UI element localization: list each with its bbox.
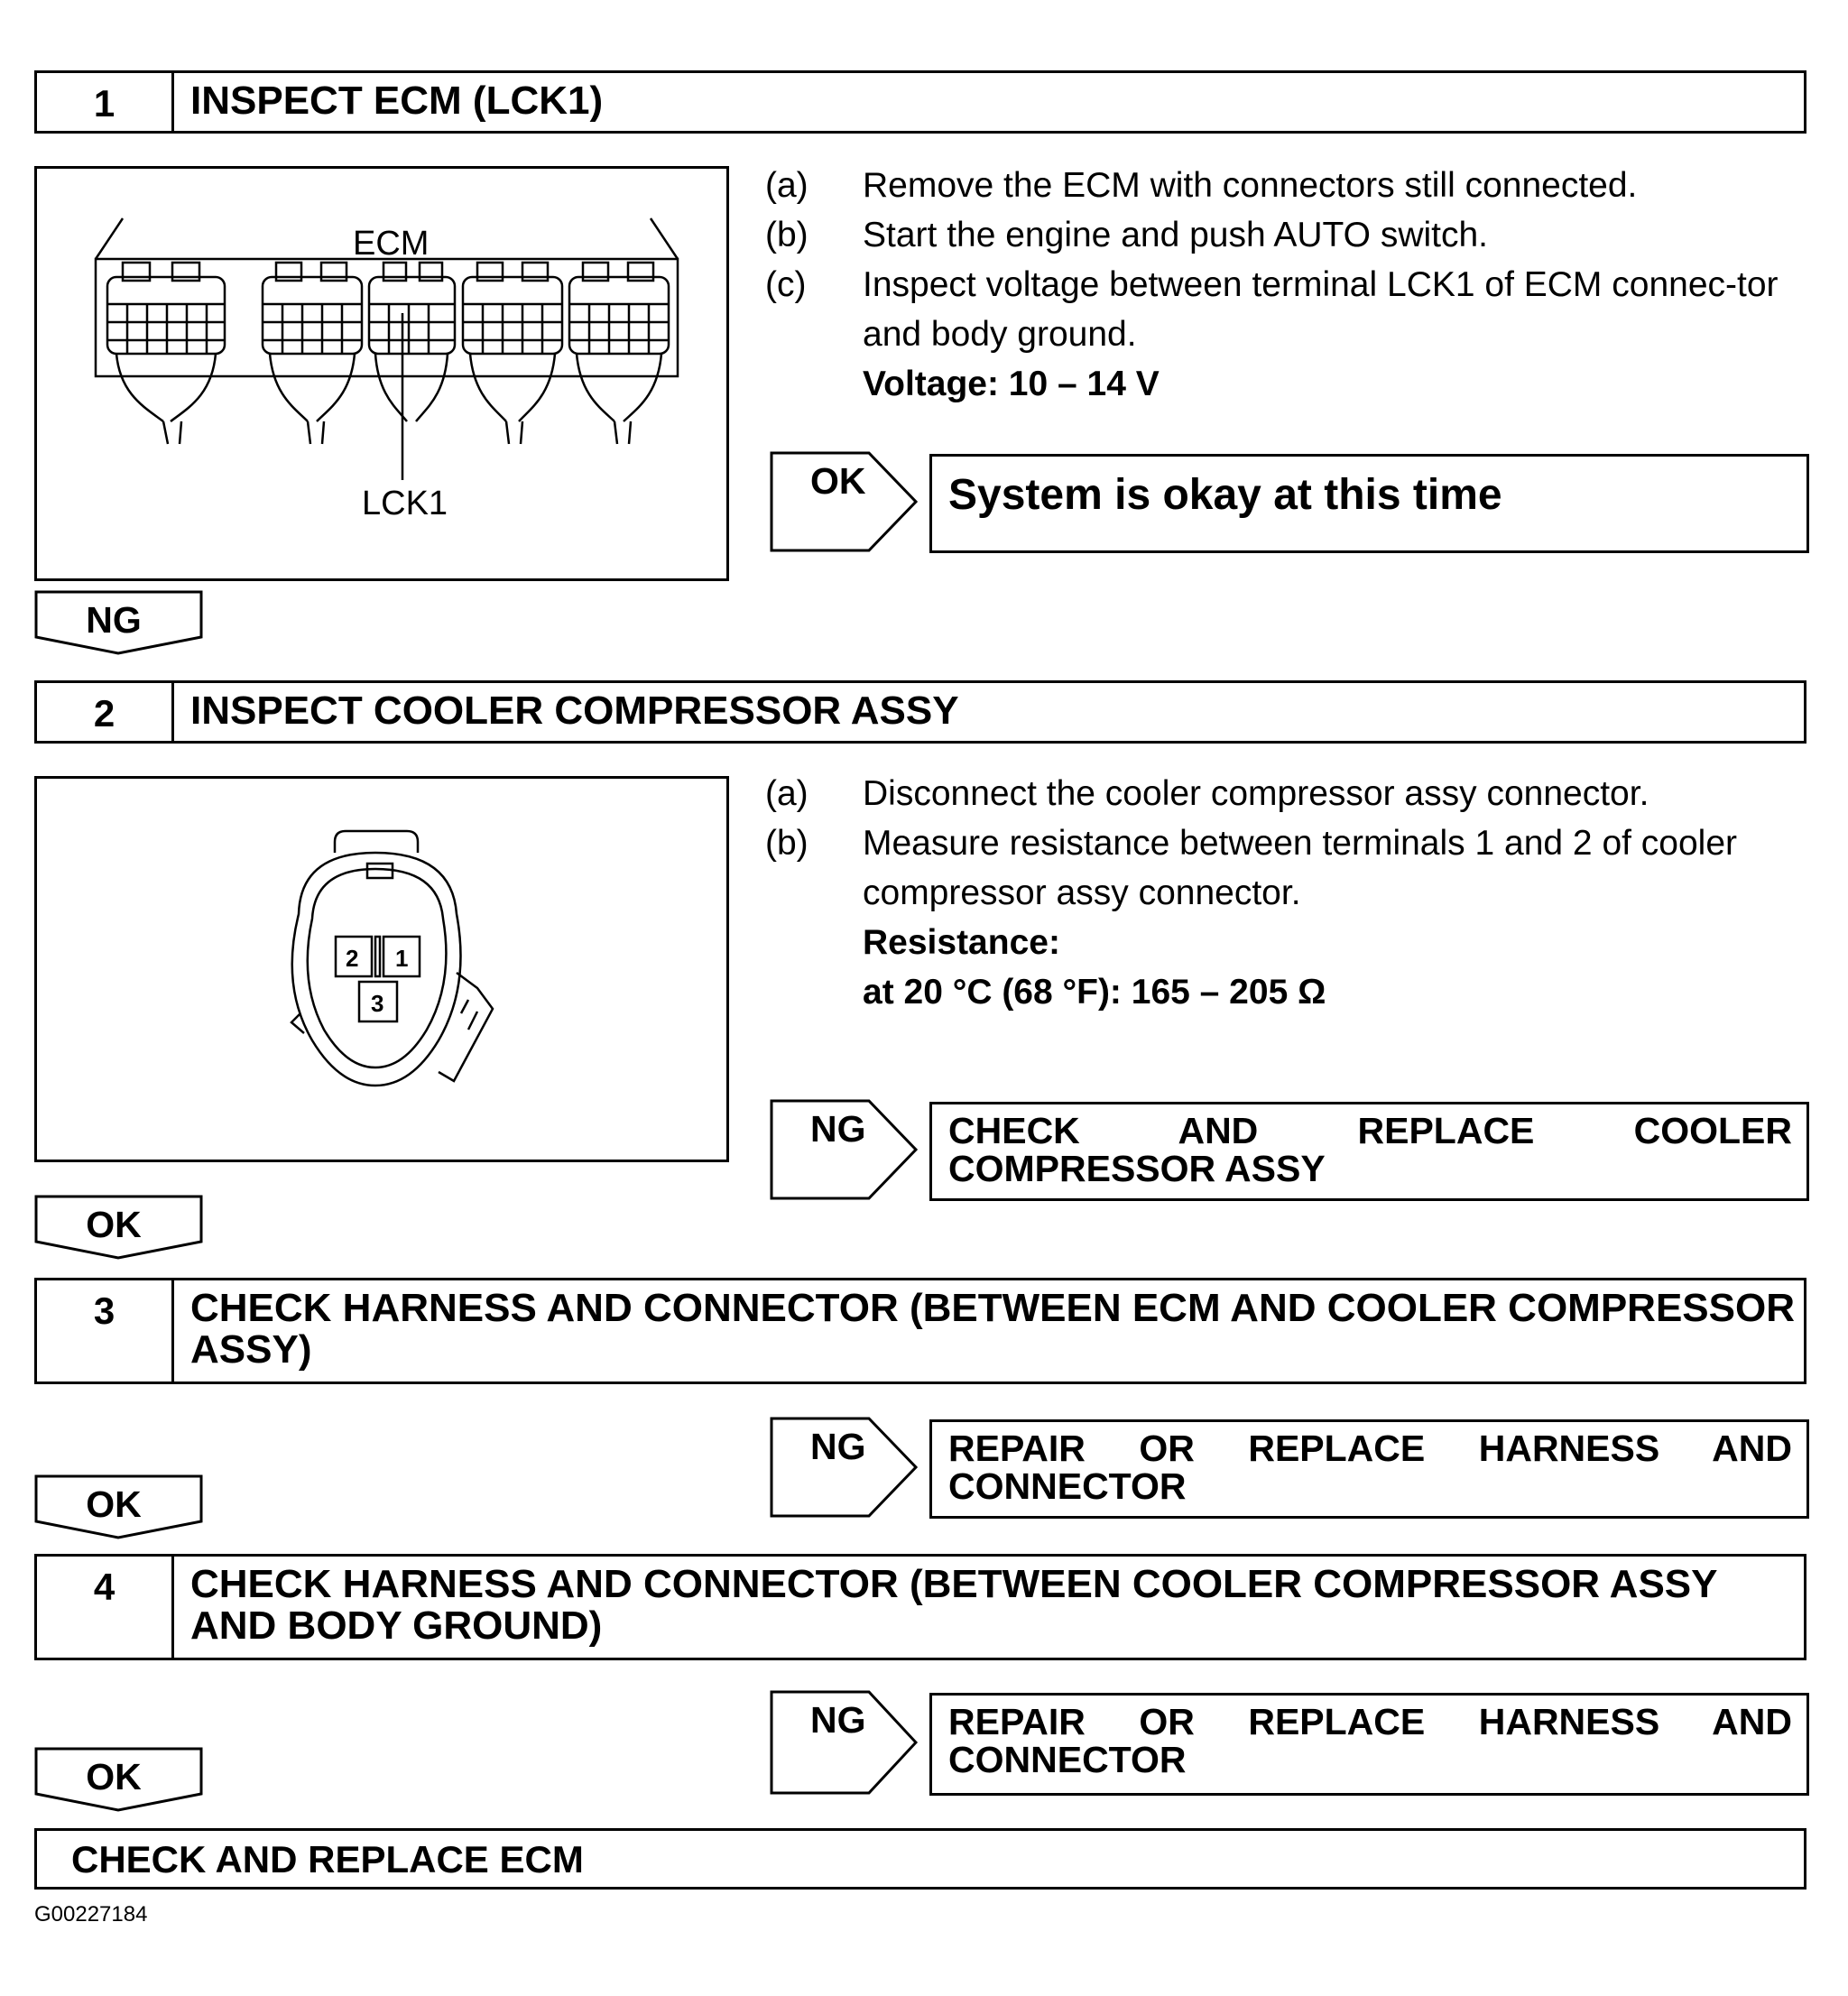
- step-4-title: CHECK HARNESS AND CONNECTOR (BETWEEN COOLER COMPRESSOR ASSY AND BODY GROUND): [190, 1562, 1717, 1648]
- compressor-connector-diagram: [37, 779, 726, 1160]
- step-4-ng-label: NG: [810, 1699, 866, 1741]
- step-3-ok-flow-label: OK: [86, 1483, 142, 1525]
- step-4-result-box: [929, 1693, 1809, 1796]
- instruction-label: (b): [765, 216, 808, 254]
- instruction-label: (c): [765, 265, 807, 304]
- step-1-title: INSPECT ECM (LCK1): [190, 79, 604, 123]
- voltage-spec: Voltage: 10 – 14 V: [863, 365, 1160, 403]
- instruction-label: (b): [765, 824, 808, 863]
- ecm-label: ECM: [353, 225, 430, 263]
- instruction-row: [765, 210, 1812, 260]
- figure-id: G00227184: [34, 1902, 148, 1927]
- step-4-number: 4: [37, 1557, 174, 1658]
- instruction-text: Inspect voltage between terminal LCK1 of ECM connec-tor and body ground.: [863, 265, 1779, 354]
- step-3-result-box: [929, 1419, 1809, 1519]
- step-1-ng-flow-label: NG: [86, 599, 142, 641]
- instruction-label: (a): [765, 166, 808, 205]
- step-2-ok-flow-label: OK: [86, 1204, 142, 1245]
- step-3-result-text: REPAIR OR REPLACE HARNESS AND CONNECTOR: [948, 1428, 1792, 1507]
- step-2-number: 2: [37, 683, 174, 741]
- step-3-header: [34, 1278, 1806, 1384]
- step-1-result-box: [929, 454, 1809, 553]
- instruction-text: Measure resistance between terminals 1 and 2 of cooler compressor assy connector.: [863, 824, 1738, 912]
- pin-1-label: 1: [395, 945, 409, 972]
- instruction-row: [765, 769, 1812, 818]
- step-1-ok-label: OK: [810, 460, 866, 502]
- step-2-instructions: [765, 769, 1812, 1017]
- step-2-ng-label: NG: [810, 1108, 866, 1150]
- final-action-box: [34, 1828, 1806, 1890]
- step-3-title: CHECK HARNESS AND CONNECTOR (BETWEEN ECM AND COOLER COMPRESSOR ASSY): [190, 1286, 1796, 1372]
- step-4-result-text: REPAIR OR REPLACE HARNESS AND CONNECTOR: [948, 1701, 1792, 1780]
- step-3-number: 3: [37, 1280, 174, 1381]
- resistance-spec-title: Resistance:: [863, 923, 1060, 962]
- instruction-row: [765, 260, 1812, 359]
- instruction-label: (a): [765, 774, 808, 813]
- step-1-result-text: System is okay at this time: [948, 471, 1502, 519]
- step-2-result-text: CHECK AND REPLACE COOLER COMPRESSOR ASSY: [948, 1110, 1792, 1189]
- instruction-text: Remove the ECM with connectors still connected.: [863, 166, 1638, 205]
- step-4-header: [34, 1554, 1806, 1660]
- instruction-row: [765, 161, 1812, 210]
- step-2-title: INSPECT COOLER COMPRESSOR ASSY: [190, 688, 959, 733]
- pin-3-label: 3: [371, 990, 384, 1017]
- pin-2-label: 2: [346, 945, 359, 972]
- step-1-number: 1: [37, 73, 174, 131]
- instruction-text: Disconnect the cooler compressor assy connector.: [863, 774, 1649, 813]
- lck1-label: LCK1: [362, 485, 448, 522]
- step-2-result-box: [929, 1102, 1809, 1201]
- step-2-header: [34, 680, 1806, 744]
- compressor-connector-figure: [34, 776, 729, 1162]
- step-4-ok-flow-label: OK: [86, 1756, 142, 1797]
- final-action-text: CHECK AND REPLACE ECM: [71, 1838, 584, 1880]
- instruction-text: Start the engine and push AUTO switch.: [863, 216, 1489, 254]
- instruction-row: [765, 818, 1812, 918]
- step-1-instructions: [765, 161, 1812, 409]
- step-3-ng-label: NG: [810, 1426, 866, 1467]
- resistance-spec-value: at 20 °C (68 °F): 165 – 205 Ω: [863, 973, 1326, 1012]
- ecm-connector-figure: [34, 166, 729, 581]
- step-1-header: [34, 70, 1806, 134]
